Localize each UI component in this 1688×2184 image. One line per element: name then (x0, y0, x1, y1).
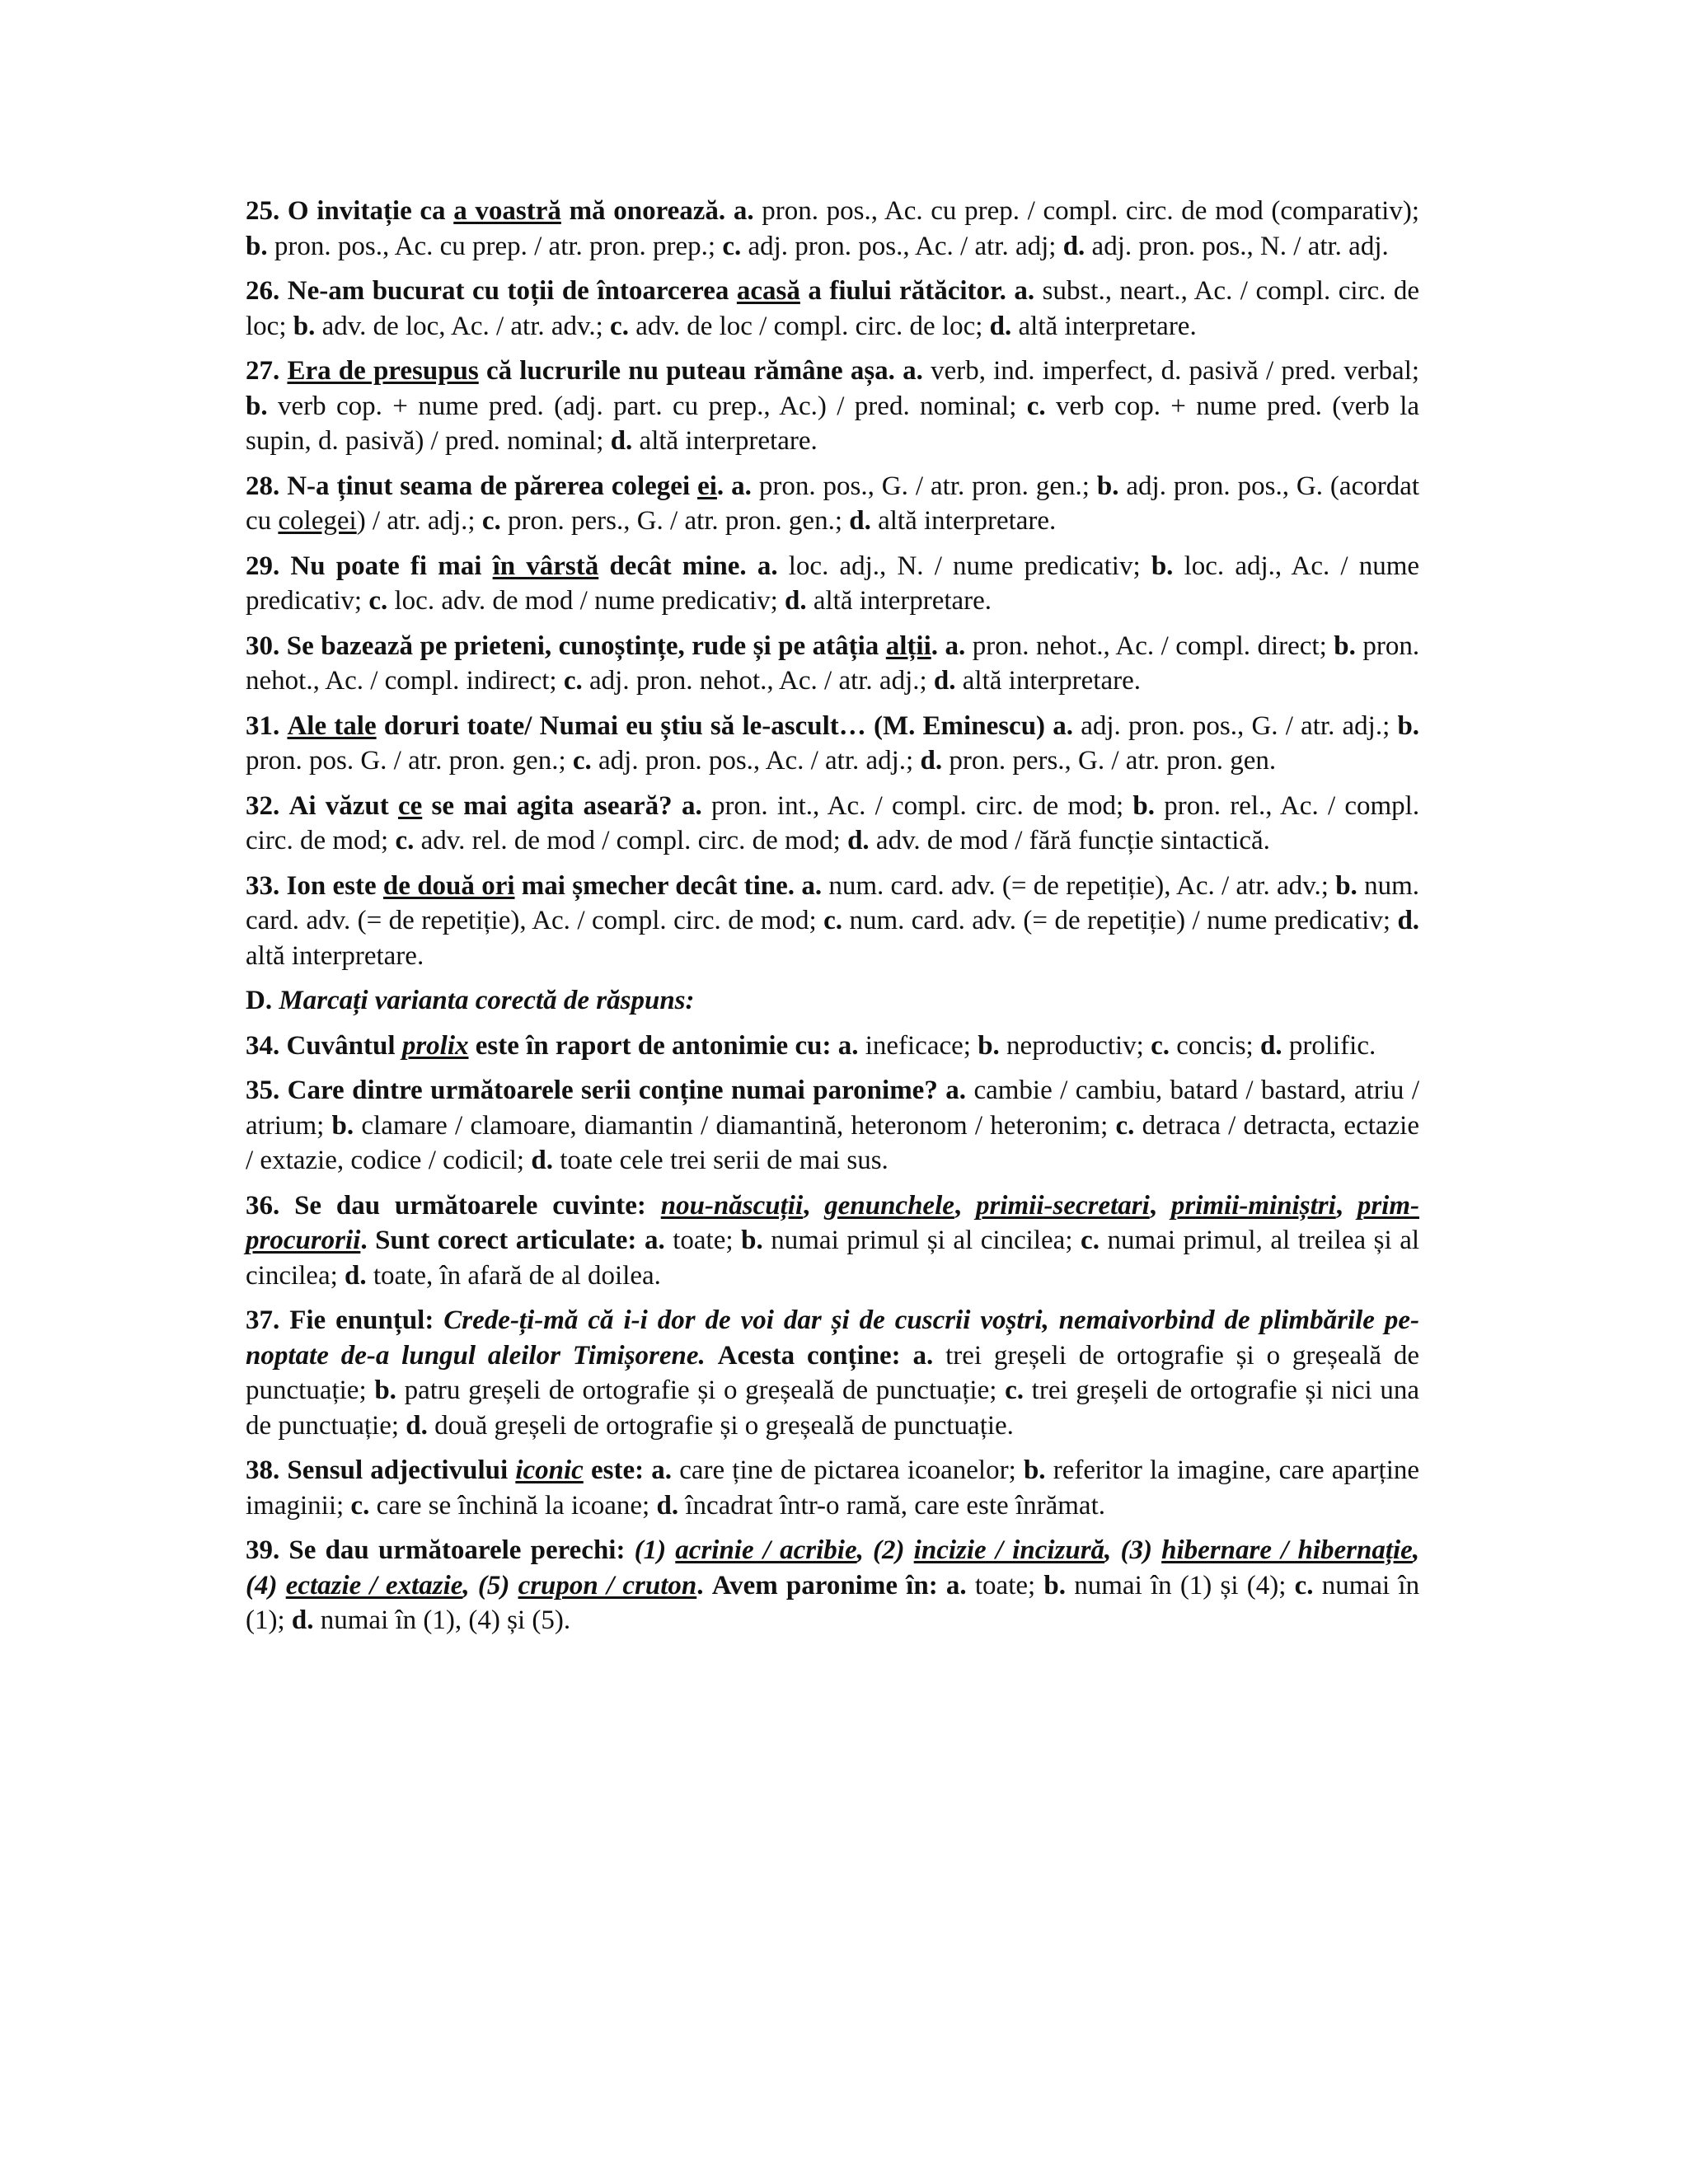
target-word: prolix (401, 1030, 469, 1061)
option-a: toate; (974, 1570, 1036, 1601)
pair-number: (5) (477, 1570, 510, 1601)
pair-number: (3) (1120, 1535, 1152, 1565)
option-d: numai în (1), (4) și (5). (320, 1605, 571, 1635)
option-d: altă interpretare. (962, 666, 1141, 696)
question-text: Cuvântul (286, 1030, 396, 1061)
option-label: d. (1062, 231, 1085, 261)
option-label: b. (1132, 790, 1156, 821)
question-text: Sensul adjectivului (287, 1455, 509, 1485)
option-d: toate, în afară de al doilea. (373, 1260, 661, 1291)
question-text: O invitație ca (287, 196, 446, 226)
option-label: c. (722, 231, 742, 261)
option-label: a. (644, 1226, 665, 1255)
question-text: că lucrurile nu puteau rămâne așa. (485, 356, 895, 386)
target-word: alții (885, 630, 931, 661)
option-c: trei greșeli de ortografie și nici una de punctuație; (246, 1376, 1420, 1441)
question-text: Acesta conține: (717, 1340, 901, 1371)
option-b: loc. adj., Ac. / nume predicativ; (246, 551, 1420, 616)
question-number: 28. (246, 471, 280, 501)
option-label: d. (933, 666, 956, 696)
target-word: ei (697, 471, 717, 501)
target-word: acasă (736, 276, 800, 306)
option-label: b. (1397, 710, 1420, 741)
option-d: pron. pers., G. / atr. pron. gen. (949, 746, 1277, 776)
word-pair: acrinie / acribie (675, 1535, 857, 1565)
option-c: care se închină la icoane; (376, 1490, 650, 1521)
option-label: b. (1023, 1455, 1046, 1485)
option-a: care ține de pictarea icoanelor; (679, 1455, 1016, 1485)
question-number: 27. (246, 356, 280, 386)
option-b: pron. pos. G. / atr. pron. gen.; (246, 746, 566, 776)
question-number: 25. (246, 196, 280, 226)
option-c: adv. de loc / compl. circ. de loc; (635, 311, 983, 341)
option-c: numai în (1); (246, 1570, 1420, 1635)
option-b: num. card. adv. (= de repetiție), Ac. / compl. circ. de mod; (246, 870, 1419, 935)
question-number: 36. (246, 1190, 280, 1221)
option-c: num. card. adv. (= de repetiție) / nume predicativ; (849, 906, 1390, 935)
option-c: concis; (1176, 1030, 1254, 1061)
question-text: este în raport de antonimie cu: (475, 1030, 832, 1061)
option-d: altă interpretare. (246, 940, 424, 971)
option-label: b. (374, 1376, 396, 1405)
option-label: a. (757, 551, 778, 581)
option-label: c. (368, 586, 388, 616)
option-label: c. (1005, 1376, 1024, 1405)
question-text: N-a ținut seama de părerea colegei (287, 471, 691, 501)
word-pair: ectazie / extazie (285, 1570, 463, 1601)
option-c: loc. adv. de mod / nume predicativ; (394, 586, 778, 616)
option-d: altă interpretare. (1018, 311, 1197, 341)
option-label: a. (903, 356, 923, 386)
option-a: pron. pos., Ac. cu prep. / compl. circ. de mod (comparativ); (762, 196, 1419, 226)
question-text: Ion este (286, 870, 377, 901)
option-c: numai primul, al treilea și al cincilea; (246, 1226, 1420, 1291)
option-label: d. (1259, 1030, 1282, 1061)
option-label: b. (1334, 630, 1356, 661)
target-word: genunchele (824, 1190, 954, 1221)
question-text: Ne-am bucurat cu toții de întoarcerea (287, 276, 729, 306)
question-39: 39. Se dau următoarele perechi: (1) acrinie / acribie, (2) incizie / incizură, (3) hibernare / hibernație, (4) ectazie / extazie, (5) crupon / cruton. Avem paronime în: a. toate; b. numai în (1) și (4); c. numai în (1); d. numai în (1), (4) și (5). (246, 1535, 1420, 1635)
question-text: Avem paronime în: (711, 1570, 938, 1601)
question-25 (246, 194, 1419, 264)
option-a: trei greșeli de ortografie și o greșeală de punctuație; (246, 1340, 1420, 1405)
pair-number: (2) (873, 1535, 905, 1565)
option-label: c. (563, 666, 583, 696)
target-word: prim-procurorii (246, 1190, 1419, 1255)
question-27 (246, 354, 1419, 459)
document-page (246, 194, 1419, 1648)
option-c: adj. pron. pos., Ac. / atr. adj.; (598, 746, 914, 776)
option-label: c. (572, 746, 592, 776)
target-word: a voastră (453, 196, 561, 226)
option-a: num. card. adv. (= de repetiție), Ac. / atr. adv.; (828, 870, 1329, 901)
option-d: adv. de mod / fără funcție sintactică. (875, 826, 1270, 855)
option-a: cambie / cambiu, batard / bastard, atriu / atrium; (246, 1076, 1420, 1141)
question-number: 26. (246, 276, 280, 306)
option-b: adj. pron. pos., G. (acordat cu (246, 471, 1420, 536)
question-38 (246, 1453, 1419, 1523)
option-b: verb cop. + nume pred. (adj. part. cu prep., Ac.) / pred. nominal; (277, 391, 1017, 421)
option-label: a. (912, 1340, 934, 1371)
option-label: a. (1053, 710, 1074, 741)
option-label: d. (785, 586, 807, 616)
option-label: c. (1026, 391, 1046, 421)
target-word: primii-secretari (975, 1190, 1150, 1221)
word-pair: incizie / incizură (913, 1535, 1105, 1565)
option-label: a. (1014, 276, 1035, 306)
option-label: c. (350, 1490, 370, 1521)
question-34 (246, 1029, 1419, 1064)
option-b: neproductiv; (1006, 1030, 1144, 1061)
question-text: Sunt corect articulate: (375, 1226, 637, 1255)
question-text: doruri toate/ Numai eu știu să le-ascult… (M. Eminescu) (383, 710, 1046, 741)
option-b: clamare / clamoare, diamantin / diamantină, heteronom / heteronim; (361, 1110, 1109, 1141)
option-label: a. (945, 630, 966, 661)
question-text: mai șmecher decât tine. (521, 870, 795, 901)
option-label: b. (293, 311, 316, 341)
option-c: detraca / detracta, ectazie / extazie, codice / codicil; (246, 1110, 1419, 1175)
option-label: b. (1335, 870, 1357, 901)
question-33 (246, 869, 1419, 974)
option-label: c. (1081, 1226, 1100, 1255)
question-text: Se dau următoarele perechi: (288, 1535, 626, 1565)
option-label: a. (733, 196, 754, 226)
option-label: c. (1115, 1110, 1135, 1141)
option-c: pron. pers., G. / atr. pron. gen.; (507, 506, 842, 536)
option-label: a. (731, 471, 752, 501)
option-label: b. (331, 1110, 354, 1141)
question-37 (246, 1303, 1419, 1443)
option-label: d. (847, 826, 870, 855)
option-b: numai în (1) și (4); (1074, 1570, 1287, 1601)
question-text: . (716, 471, 724, 501)
option-b: patru greșeli de ortografie și o greșeală de punctuație; (404, 1376, 997, 1405)
option-b: numai primul și al cincilea; (771, 1226, 1073, 1255)
option-b: pron. rel., Ac. / compl. circ. de mod; (246, 790, 1420, 855)
option-a: ineficace; (865, 1030, 971, 1061)
question-number: 35. (246, 1076, 280, 1105)
target-word: în vârstă (492, 551, 599, 581)
option-b: pron. nehot., Ac. / compl. indirect; (246, 630, 1420, 696)
option-b: pron. pos., Ac. cu prep. / atr. pron. prep.; (274, 231, 716, 261)
option-label: d. (656, 1490, 679, 1521)
question-29 (246, 549, 1419, 619)
question-text: decât mine. (609, 551, 747, 581)
question-text: se mai agita aseară? (431, 790, 673, 821)
option-b: referitor la imagine, care aparține imaginii; (246, 1455, 1420, 1521)
option-c: verb cop. + nume pred. (verb la supin, d. pasivă) / pred. nominal; (246, 391, 1420, 456)
question-number: 38. (246, 1455, 280, 1485)
question-text: Ai văzut (288, 790, 389, 821)
option-label: d. (406, 1410, 428, 1441)
option-label: d. (1397, 906, 1420, 935)
option-b: adv. de loc, Ac. / atr. adv.; (321, 311, 603, 341)
option-label: d. (531, 1146, 553, 1175)
option-b-reference: colegei (278, 506, 357, 536)
option-d: altă interpretare. (639, 426, 818, 456)
target-word: de două ori (382, 870, 515, 901)
question-number: 29. (246, 551, 280, 581)
question-text: Care dintre următoarele serii conține numai paronime? (287, 1076, 938, 1105)
target-word: iconic (515, 1455, 584, 1485)
option-d: altă interpretare. (878, 506, 1057, 536)
question-text: Se bazează pe prieteni, cunoștințe, rude și pe atâția (286, 630, 879, 661)
option-label: b. (1096, 471, 1119, 501)
question-number: 37. (246, 1305, 280, 1335)
option-d: toate cele trei serii de mai sus. (560, 1146, 889, 1175)
target-word: Ale tale (287, 710, 377, 741)
option-label: d. (345, 1260, 367, 1291)
option-label: a. (945, 1076, 967, 1105)
option-label: c. (1151, 1030, 1170, 1061)
option-d: prolific. (1288, 1030, 1376, 1061)
option-label: c. (610, 311, 629, 341)
question-text: Nu poate fi mai (290, 551, 482, 581)
question-text: . (931, 630, 939, 661)
option-d: altă interpretare. (813, 586, 992, 616)
option-label: b. (246, 231, 268, 261)
option-c: adj. pron. pos., Ac. / atr. adj; (748, 231, 1057, 261)
question-31 (246, 709, 1419, 779)
option-c: adj. pron. nehot., Ac. / atr. adj.; (589, 666, 927, 696)
option-b: ) / atr. adj.; (356, 506, 476, 536)
option-a: subst., neart., Ac. / compl. circ. de loc; (246, 276, 1420, 341)
question-35 (246, 1073, 1419, 1179)
option-d: două greșeli de ortografie și o greșeală de punctuație. (434, 1410, 1014, 1441)
option-label: a. (651, 1455, 673, 1485)
word-pair: hibernare / hibernație (1161, 1535, 1413, 1565)
option-label: c. (1294, 1570, 1314, 1601)
option-label: d. (920, 746, 943, 776)
section-letter: D. (246, 986, 273, 1015)
option-d: adj. pron. pos., N. / atr. adj. (1091, 231, 1389, 261)
question-32 (246, 789, 1419, 859)
question-number: 33. (246, 870, 280, 901)
option-label: b. (246, 391, 268, 421)
option-label: a. (801, 870, 823, 901)
option-label: b. (741, 1226, 763, 1255)
question-number: 30. (246, 630, 280, 661)
word-pair: crupon / cruton (518, 1570, 697, 1601)
question-number: 31. (246, 710, 280, 741)
target-word: ce (397, 790, 423, 821)
option-d: încadrat într-o ramă, care este înrămat. (685, 1490, 1105, 1521)
question-text: Se dau următoarele cuvinte: (294, 1190, 646, 1221)
question-28 (246, 469, 1419, 539)
option-label: c. (395, 826, 415, 855)
question-text: a fiului rătăcitor. (808, 276, 1006, 306)
option-label: c. (481, 506, 501, 536)
option-a: pron. int., Ac. / compl. circ. de mod; (710, 790, 1124, 821)
option-label: c. (823, 906, 842, 935)
question-text: este: (590, 1455, 645, 1485)
option-label: d. (849, 506, 871, 536)
question-36: 36. Se dau următoarele cuvinte: nou-născuții, genunchele, primii-secretari, primii-miniștri, prim-procurorii. Sunt corect articulate: a. toate; b. numai primul și al cincilea; c. numai primul, al treilea și al cincilea; d. toate, în afară de al doilea. (246, 1190, 1420, 1291)
question-text: Fie enunțul: (289, 1305, 434, 1335)
option-a: verb, ind. imperfect, d. pasivă / pred. verbal; (931, 356, 1420, 386)
pair-number: (4) (246, 1570, 278, 1601)
pair-number: (1) (634, 1535, 667, 1565)
option-label: b. (1151, 551, 1174, 581)
option-label: d. (291, 1605, 314, 1635)
quoted-sentence: Crede-ți-mă că i-i dor de voi dar și de cuscrii voștri, nemaivorbind de plimbările pe-noptate de-a lungul aleilor Timișorene. (246, 1305, 1420, 1371)
option-label: d. (989, 311, 1012, 341)
question-30 (246, 629, 1419, 699)
option-a: pron. pos., G. / atr. pron. gen.; (758, 471, 1090, 501)
target-word: Era de presupus (287, 356, 479, 386)
target-word: nou-născuții (660, 1190, 804, 1221)
option-label: d. (610, 426, 633, 456)
section-heading-d (246, 983, 1419, 1019)
question-number: 34. (246, 1030, 280, 1061)
option-a: adj. pron. pos., G. / atr. adj.; (1081, 710, 1390, 741)
option-a: loc. adj., N. / nume predicativ; (788, 551, 1141, 581)
option-label: b. (978, 1030, 1000, 1061)
question-number: 39. (246, 1535, 280, 1565)
question-26 (246, 274, 1419, 344)
option-a: pron. nehot., Ac. / compl. direct; (972, 630, 1327, 661)
target-word: primii-miniștri (1170, 1190, 1336, 1221)
option-label: a. (681, 790, 702, 821)
option-a: toate; (673, 1226, 734, 1255)
section-title: Marcați varianta corectă de răspuns: (279, 986, 695, 1015)
option-label: a. (945, 1570, 967, 1601)
option-c: adv. rel. de mod / compl. circ. de mod; (420, 826, 841, 855)
question-number: 32. (246, 790, 280, 821)
option-label: b. (1043, 1570, 1067, 1601)
option-label: a. (837, 1030, 859, 1061)
question-text: mă onorează. (569, 196, 726, 226)
